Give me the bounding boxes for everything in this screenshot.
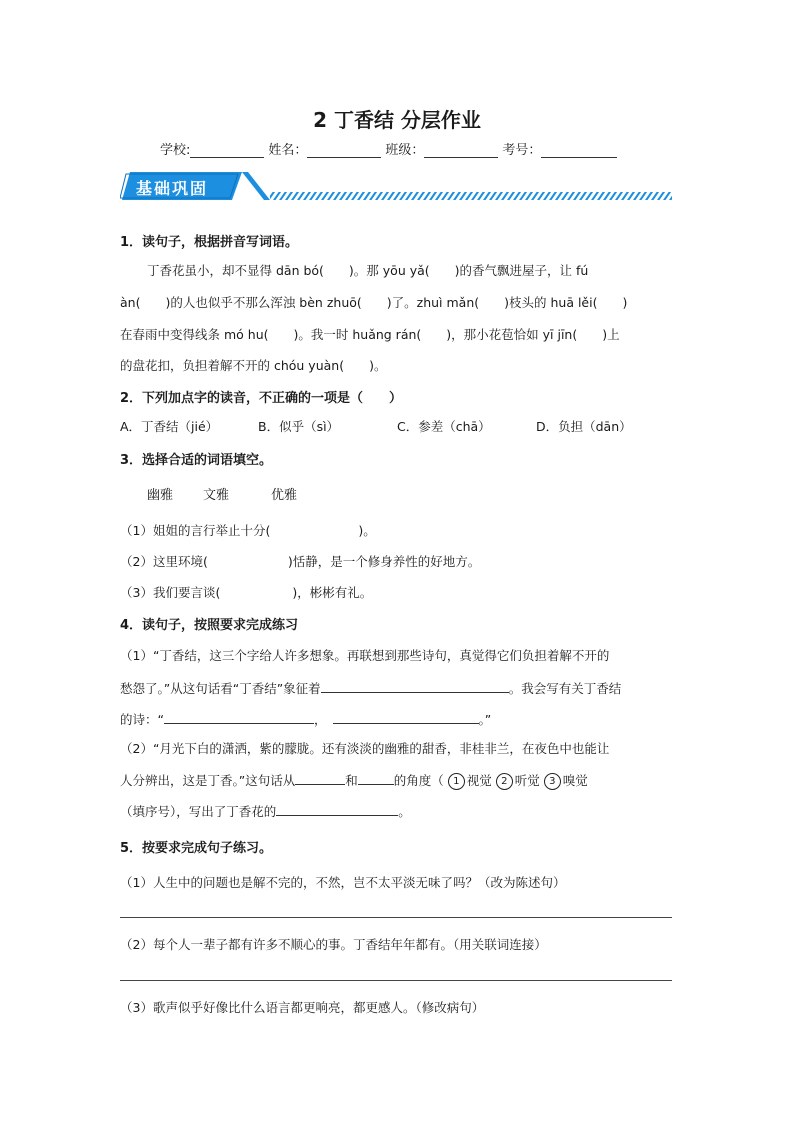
q4-p2-line-3 <box>120 801 411 820</box>
name-field[interactable] <box>307 143 381 158</box>
q1-line-1: 丁香花虽小，却不显得 dān bó( )。那 yōu yǎ( )的香气飘进屋子，让 fú <box>147 263 589 278</box>
q3-heading: 3．选择合适的词语填空。 <box>120 453 273 468</box>
q2-heading: 2．下列加点字的读音，不正确的一项是（ ） <box>120 391 403 406</box>
exam-no-field[interactable] <box>541 143 617 158</box>
q4-p1-line-3-text: 的诗：“ <box>120 712 164 727</box>
school-field[interactable] <box>190 143 264 158</box>
q4-p2-line-3-text: （填序号），写出了丁香花的 <box>120 804 277 819</box>
name-label: 姓名： <box>268 143 308 158</box>
q5-heading: 5．按要求完成句子练习。 <box>120 841 273 856</box>
banner-label: 基础巩固 <box>136 179 209 198</box>
q4-p2-line-2 <box>120 770 588 790</box>
q4-p1-line-2 <box>120 678 621 697</box>
school-label: 学校: <box>160 143 191 158</box>
q3-s1-text: （1）姐姐的言行举止十分( <box>120 523 271 538</box>
student-info-row <box>160 139 621 158</box>
q4-feature-blank[interactable] <box>276 801 398 816</box>
q3-s3-text: （3）我们要言谈( <box>120 585 221 600</box>
q1-line-3: 在春雨中变得线条 mó hu( )。我一时 huǎng rán( )，那小花苞恰如 yī jīn( )上 <box>120 327 620 342</box>
circled-1: 1 <box>448 773 465 790</box>
class-field[interactable] <box>424 143 498 158</box>
q3-word-2: 文雅 <box>203 488 230 503</box>
q4-sense-1: 视觉 <box>466 773 492 788</box>
section-banner <box>120 170 675 204</box>
q4-p2-line-2-text: 人分辨出，这是丁香。”这句话从 <box>120 773 296 788</box>
q5-answer-line-2[interactable] <box>120 980 672 981</box>
q3-sentence-2 <box>120 552 480 570</box>
q1-line-4: 的盘花扣，负担着解不开的 chóu yuàn( )。 <box>120 358 387 373</box>
q4-p2-and: 和 <box>345 773 358 788</box>
q4-p2-angle: 的角度（ <box>393 773 444 788</box>
class-label: 班级： <box>385 143 425 158</box>
q3-s3-end: )，彬彬有礼。 <box>292 585 373 600</box>
circled-2: 2 <box>496 773 513 790</box>
q3-word-1: 幽雅 <box>147 488 174 503</box>
q3-sentence-1 <box>120 521 376 539</box>
q4-p1-line-3-end: 。” <box>478 712 492 727</box>
q4-poem-blank-1[interactable] <box>164 709 314 724</box>
q4-sense-3: 嗅觉 <box>562 773 588 788</box>
q2-option-c[interactable]: C．参差（chā） <box>397 419 491 434</box>
q4-p2-line-1: （2）“月光下白的潇洒，紫的朦胧。还有淡淡的幽雅的甜香，非桂非兰，在夜色中也能让 <box>120 741 610 756</box>
q5-sentence-3: （3）歌声似乎好像比什么语言都更响亮，都更感人。（修改病句） <box>120 1000 485 1015</box>
q4-p2-line-3-end: 。 <box>398 804 411 819</box>
q5-answer-line-1[interactable] <box>120 917 672 918</box>
q4-sense-2: 听觉 <box>514 773 540 788</box>
q4-p1-line-2-text: 愁怨了。”从这句话看“丁香结”象征着 <box>120 681 321 696</box>
q4-poem-blank-2[interactable] <box>333 709 479 724</box>
q4-p1-line-2-end: 。我会写有关丁香结 <box>508 681 622 696</box>
q4-p1-line-1: （1）“丁香结，这三个字给人许多想象。再联想到那些诗句，真觉得它们负担着解不开的 <box>120 648 610 663</box>
q5-sentence-1: （1）人生中的问题也是解不完的，不然，岂不太平淡无味了吗？（改为陈述句） <box>120 875 566 890</box>
q1-line-2: àn( )的人也似乎不那么浑浊 bèn zhuō( )了。zhuì mǎn( )枝头的 huā lěi( ) <box>120 295 628 310</box>
circled-3: 3 <box>544 773 561 790</box>
q3-word-3: 优雅 <box>271 488 298 503</box>
q4-heading: 4．读句子，按照要求完成练习 <box>120 618 299 633</box>
q2-option-d[interactable]: D．负担（dān） <box>536 419 632 434</box>
q3-s2-end: )恬静，是一个修身养性的好地方。 <box>287 554 481 569</box>
q4-p1-line-3 <box>120 709 491 728</box>
q4-angle-blank-1[interactable] <box>295 770 345 785</box>
q2-option-a[interactable]: A．丁香结（jié） <box>120 419 219 434</box>
exam-no-label: 考号： <box>502 143 542 158</box>
q4-p1-line-3-comma: ， <box>313 712 327 727</box>
page-title: 2 丁香结 分层作业 <box>313 108 481 132</box>
q3-sentence-3 <box>120 583 372 601</box>
q3-s1-end: )。 <box>358 523 376 538</box>
q5-sentence-2: （2）每个人一辈子都有许多不顺心的事。丁香结年年都有。（用关联词连接） <box>120 937 547 952</box>
q4-symbol-blank[interactable] <box>321 678 509 693</box>
q4-angle-blank-2[interactable] <box>358 770 394 785</box>
q1-heading: 1．读句子，根据拼音写词语。 <box>120 235 299 250</box>
q3-s2-text: （2）这里环境( <box>120 554 208 569</box>
q2-option-b[interactable]: B．似乎（sì） <box>258 419 340 434</box>
